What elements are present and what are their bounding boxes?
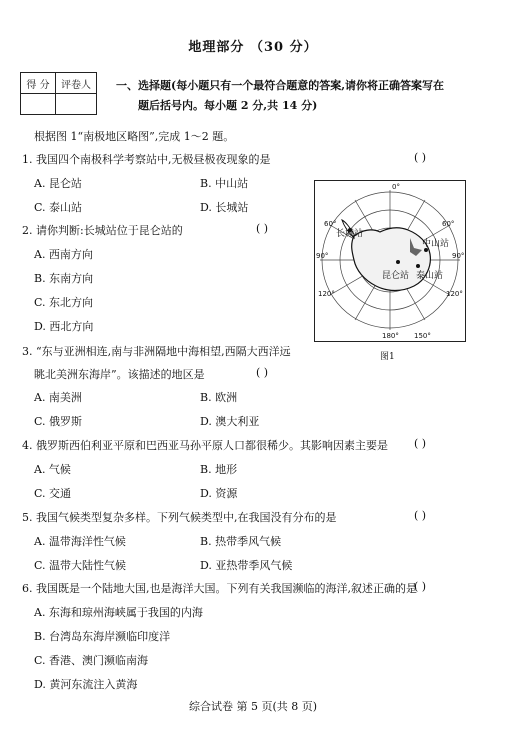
q6-option-b[interactable]: B. 台湾岛东海岸濒临印度洋 xyxy=(34,630,171,643)
answer-blank-1[interactable]: ( ) xyxy=(414,151,427,164)
q5-option-b[interactable]: B. 热带季风气候 xyxy=(200,535,282,548)
kunlun-station-marker xyxy=(396,260,400,264)
q6-option-c[interactable]: C. 香港、澳门濒临南海 xyxy=(34,654,149,667)
answer-blank-3[interactable]: ( ) xyxy=(256,366,269,379)
q3-option-a[interactable]: A. 南美洲 xyxy=(34,391,82,404)
question-3: 3. “东与亚洲相连,南与非洲隔地中海相望,西隔大西洋远 xyxy=(22,345,291,358)
map-label-kunlun: 昆仑站 xyxy=(382,271,410,281)
q2-option-c[interactable]: C. 东北方向 xyxy=(34,296,94,309)
q5-option-d[interactable]: D. 亚热带季风气候 xyxy=(200,559,293,572)
page-footer: 综合试卷 第 5 页(共 8 页) xyxy=(188,700,318,713)
section-heading: 一、选择题(每小题只有一个最符合题意的答案,请你将正确答案写在 xyxy=(116,79,445,92)
q5-option-c[interactable]: C. 温带大陆性气候 xyxy=(34,559,127,572)
answer-blank-6[interactable]: ( ) xyxy=(414,580,427,593)
lon-label-0: 0° xyxy=(392,183,400,191)
question-6: 6. 我国既是一个陆地大国,也是海洋大国。下列有关我国濒临的海洋,叙述正确的是 xyxy=(22,582,417,595)
question-3-cont: 眺北美洲东海岸”。该描述的地区是 xyxy=(34,368,205,381)
q4-option-a[interactable]: A. 气候 xyxy=(34,463,71,476)
q4-option-c[interactable]: C. 交通 xyxy=(34,487,72,500)
score-cell[interactable] xyxy=(21,94,56,115)
q2-option-b[interactable]: B. 东南方向 xyxy=(34,272,94,285)
q6-option-d[interactable]: D. 黄河东流注入黄海 xyxy=(34,678,138,691)
lon-label-120w: 120° xyxy=(318,290,335,298)
question-4: 4. 俄罗斯西伯利亚平原和巴西亚马孙平原人口都很稀少。其影响因素主要是 xyxy=(22,439,388,452)
page-title: 地理部分 （30 分） xyxy=(188,40,318,55)
q3-option-d[interactable]: D. 澳大利亚 xyxy=(200,415,260,428)
question-5: 5. 我国气候类型复杂多样。下列气候类型中,在我国没有分布的是 xyxy=(22,511,337,524)
answer-blank-2[interactable]: ( ) xyxy=(256,222,269,235)
answer-blank-4[interactable]: ( ) xyxy=(414,437,427,450)
intro-text: 根据图 1“南极地区略图”,完成 1～2 题。 xyxy=(34,130,235,143)
q1-option-d[interactable]: D. 长城站 xyxy=(200,201,249,214)
grader-cell[interactable] xyxy=(56,94,97,115)
question-1: 1. 我国四个南极科学考察站中,无极昼极夜现象的是 xyxy=(22,153,271,166)
q2-option-a[interactable]: A. 西南方向 xyxy=(34,248,93,261)
q1-option-b[interactable]: B. 中山站 xyxy=(200,177,249,190)
lon-label-60e: 60° xyxy=(442,220,455,228)
lon-label-90e: 90° xyxy=(452,252,465,260)
question-2: 2. 请你判断:长城站位于昆仑站的 xyxy=(22,224,183,237)
grader-label: 评卷人 xyxy=(56,73,97,94)
figure-caption: 图1 xyxy=(380,352,395,362)
q5-option-a[interactable]: A. 温带海洋性气候 xyxy=(34,535,126,548)
lon-label-150: 150° xyxy=(414,332,431,340)
q3-option-b[interactable]: B. 欧洲 xyxy=(200,391,238,404)
q2-option-d[interactable]: D. 西北方向 xyxy=(34,320,94,333)
map-label-taishan: 泰山站 xyxy=(416,271,444,281)
lon-label-180: 180° xyxy=(382,332,399,340)
q4-option-b[interactable]: B. 地形 xyxy=(200,463,238,476)
lon-label-60w: 60° xyxy=(324,220,337,228)
q3-option-c[interactable]: C. 俄罗斯 xyxy=(34,415,83,428)
answer-blank-5[interactable]: ( ) xyxy=(414,509,427,522)
lon-label-90w: 90° xyxy=(316,252,329,260)
q6-option-a[interactable]: A. 东海和琼州海峡属于我国的内海 xyxy=(34,606,203,619)
section-heading-cont: 题后括号内。每小题 2 分,共 14 分) xyxy=(138,99,318,112)
score-label: 得 分 xyxy=(21,73,56,94)
taishan-station-marker xyxy=(416,264,420,268)
score-table xyxy=(20,72,97,115)
map-label-changcheng: 长城站 xyxy=(336,229,364,239)
antarctica-map xyxy=(314,180,466,342)
q1-option-c[interactable]: C. 泰山站 xyxy=(34,201,83,214)
q1-option-a[interactable]: A. 昆仑站 xyxy=(34,177,82,190)
q4-option-d[interactable]: D. 资源 xyxy=(200,487,238,500)
lon-label-120e: 120° xyxy=(446,290,463,298)
map-label-zhongshan: 中山站 xyxy=(422,239,450,249)
